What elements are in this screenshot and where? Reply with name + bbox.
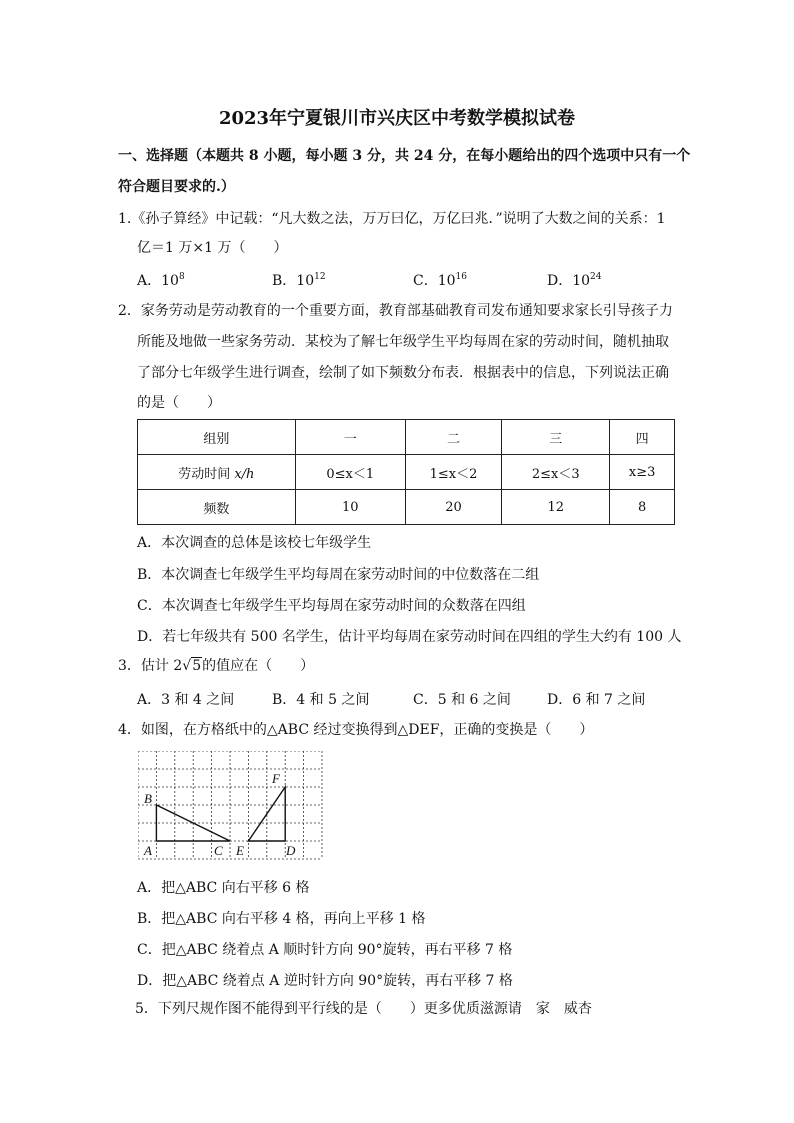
table-row [138,455,675,490]
table-cell: 劳动时间 x/h [138,455,296,490]
q3-option-c: C．5 和 6 之间 [413,692,511,708]
q2-option-b: B．本次调查七年级学生平均每周在家劳动时间的中位数落在二组 [137,567,540,583]
q4-option-c: C．把△ABC 绕着点 A 顺时针方向 90°旋转，再右平移 7 格 [137,942,513,958]
table-cell: 8 [610,490,675,525]
q2-line2: 所能及地做一些家务劳动．某校为了解七年级学生平均每周在家的劳动时间，随机抽取 [137,334,669,350]
q1-option-a: A．$10^8$ [137,272,185,289]
table-cell: 二 [405,420,501,455]
q1-option-d: D．$10^{24}$ [547,272,602,289]
q1-option-b: B．$10^{12}$ [272,272,326,289]
label-c: C [214,843,223,858]
q5-stem: 5．下列尺规作图不能得到平行线的是（ ）更多优质滋源请 家 威杏 [135,1001,592,1017]
label-b: B [144,791,152,806]
q2-line4: 的是（ ） [137,395,221,411]
table-cell: 2≤x＜3 [502,455,610,490]
q1-option-c: C．$10^{16}$ [413,272,467,289]
q3-option-b: B．4 和 5 之间 [272,692,370,708]
exam-title: 2023年宁夏银川市兴庆区中考数学模拟试卷 [218,108,576,129]
table-cell: 20 [405,490,501,525]
label-d: D [286,843,296,858]
table-cell: 四 [610,420,675,455]
q4-stem: 4．如图，在方格纸中的△ABC 经过变换得到△DEF，正确的变换是（ ） [118,722,594,738]
table-cell: 三 [502,420,610,455]
q2-line1: 2．家务劳动是劳动教育的一个重要方面，教育部基础教育司发布通知要求家长引导孩子力 [118,303,673,319]
q3-stem: 3．估计 2√5的值应在（ ） [118,658,315,674]
table-cell: 0≤x＜1 [295,455,405,490]
q3-option-d: D．6 和 7 之间 [547,692,646,708]
table-row [138,490,675,525]
table-cell: 一 [295,420,405,455]
grid-figure [138,751,324,865]
section-heading-line1: 一、选择题（本题共 8 小题，每小题 3 分，共 24 分，在每小题给出的四个选项中只有一个 [118,148,691,164]
section-heading-line2: 符合题目要求的.） [118,179,235,195]
table-cell: 10 [295,490,405,525]
sqrt-symbol: √ [182,658,192,674]
label-f: F [272,771,280,786]
q2-line3: 了部分七年级学生进行调查，绘制了如下频数分布表．根据表中的信息，下列说法正确 [137,365,669,381]
q4-option-d: D．把△ABC 绕着点 A 逆时针方向 90°旋转，再右平移 7 格 [137,973,513,989]
table-cell: 组别 [138,420,296,455]
grid-diagram [138,751,324,861]
label-a: A [144,843,152,858]
label-e: E [236,843,244,858]
table-row [138,420,675,455]
q1-line1: 1.《孙子算经》中记载：“凡大数之法，万万曰亿，万亿曰兆．”说明了大数之间的关系：1 [118,211,666,227]
table-cell: 12 [502,490,610,525]
table-cell: 频数 [138,490,296,525]
q2-option-a: A．本次调查的总体是该校七年级学生 [137,535,372,551]
table-cell: x≥3 [610,455,675,490]
q2-option-c: C．本次调查七年级学生平均每周在家劳动时间的众数落在四组 [137,598,526,614]
q1-line2: 亿＝1 万×1 万（ ） [137,240,288,256]
radicand: 5 [192,658,202,674]
frequency-table [137,419,675,525]
q4-option-b: B．把△ABC 向右平移 4 格，再向上平移 1 格 [137,911,426,927]
q3-option-a: A．3 和 4 之间 [137,692,235,708]
q2-option-d: D．若七年级共有 500 名学生，估计平均每周在家劳动时间在四组的学生大约有 100 人 [137,629,682,645]
q4-option-a: A．把△ABC 向右平移 6 格 [137,880,310,896]
table-cell: 1≤x＜2 [405,455,501,490]
